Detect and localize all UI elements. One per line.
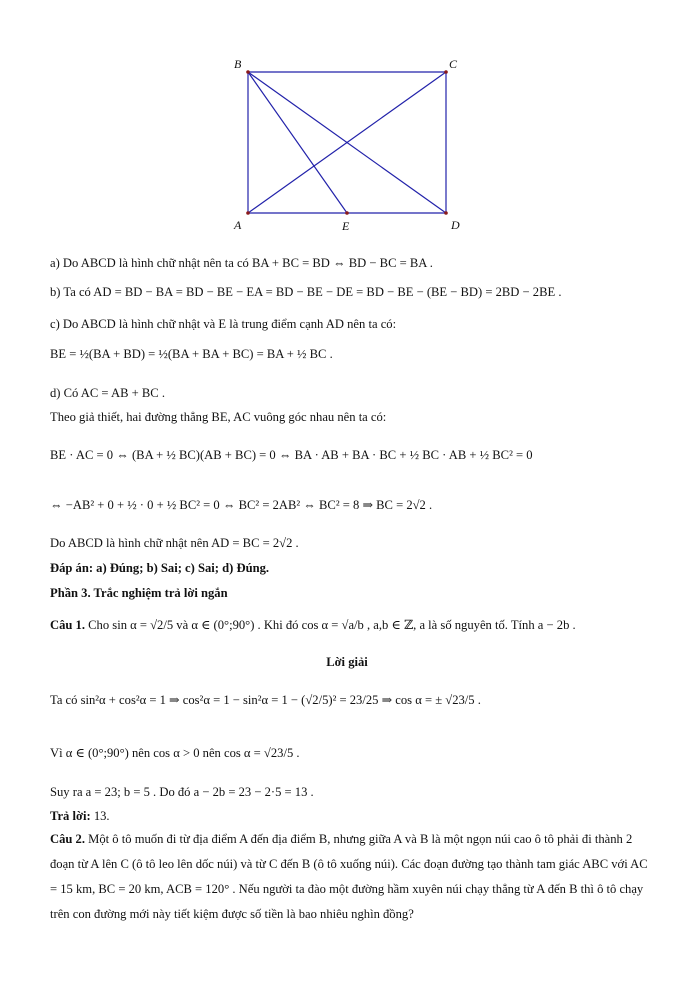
solution-title: Lời giải: [326, 655, 368, 669]
question-1: [50, 617, 576, 633]
question-1-label: Câu 1.: [50, 618, 85, 632]
solution-line-1: Ta có sin²α + cos²α = 1 ⇒ cos²α = 1 − sin²α = 1 − (√2/5)² = 23/25 ⇒ cos α = ± √23/5 .: [50, 693, 481, 707]
answer-1-label: Trả lời:: [50, 809, 91, 823]
theo-text: Theo giả thiết, hai đường thẳng BE, AC vuông góc nhau nên ta có:: [50, 410, 387, 424]
point-C: [444, 70, 448, 74]
item-d-formula-2: ⇔ −AB² + 0 + ½ · 0 + ½ BC² = 0 ⇔ BC² = 2AB² ⇔ BC² = 8 ⇒ BC = 2√2 .: [50, 498, 433, 512]
item-b: b) Ta có AD = BD − BA = BD − BE − EA = BD − BE − DE = BD − BE − (BE − BD) = 2BD − 2BE .: [50, 285, 562, 299]
question-2: [50, 827, 650, 927]
answer-line: Đáp án: a) Đúng; b) Sai; c) Sai; d) Đúng.: [50, 561, 270, 575]
part-3-heading: Phần 3. Trắc nghiệm trả lời ngắn: [50, 586, 228, 600]
label-A: A: [234, 218, 242, 232]
question-2-label: Câu 2.: [50, 832, 85, 846]
point-A: [246, 211, 250, 215]
item-d: d) Có AC = AB + BC .: [50, 386, 165, 400]
rectangle-figure: [215, 52, 475, 237]
question-2-text: Một ô tô muốn đi từ địa điểm A đến địa điểm B, nhưng giữa A và B là một ngọn núi cao ô tô phải đi thành 2 đoạn từ A lên C (ô tô leo lên dốc núi) và từ C đến B (ô tô xuống núi). Các đoạn đường tạo thành tam giác ABC với AC = 15 km, BC = 20 km, ACB = 120° . Nếu người ta đào một đường hầm xuyên núi chạy thẳng từ A đến B thì ô tô chạy trên con đường mới này tiết kiệm được số tiền là bao nhiêu nghìn đồng?: [50, 832, 648, 921]
answer-1: [50, 808, 110, 824]
item-a: a) Do ABCD là hình chữ nhật nên ta có BA + BC = BD ⇔ BD − BC = BA .: [50, 256, 433, 270]
label-C: C: [449, 57, 458, 71]
answer-1-value: 13.: [93, 809, 110, 823]
label-B: B: [234, 57, 242, 71]
item-do: Do ABCD là hình chữ nhật nên AD = BC = 2√2 .: [50, 536, 299, 550]
point-D: [444, 211, 448, 215]
label-D: D: [451, 218, 460, 232]
point-B: [246, 70, 250, 74]
solution-line-2: Vì α ∈ (0°;90°) nên cos α > 0 nên cos α = √23/5 .: [50, 746, 300, 760]
item-c-formula: BE = ½(BA + BD) = ½(BA + BA + BC) = BA + ½ BC .: [50, 347, 333, 361]
question-1-text: Cho sin α = √2/5 và α ∈ (0°;90°) . Khi đó cos α = √a/b , a,b ∈ ℤ, a là số nguyên tố. Tính a − 2b .: [88, 618, 576, 632]
solution-line-3: Suy ra a = 23; b = 5 . Do đó a − 2b = 23 − 2·5 = 13 .: [50, 785, 314, 799]
point-E: [345, 211, 349, 215]
item-c: c) Do ABCD là hình chữ nhật và E là trung điểm cạnh AD nên ta có:: [50, 317, 397, 331]
label-E: E: [342, 219, 350, 233]
item-d-formula-1: BE · AC = 0 ⇔ (BA + ½ BC)(AB + BC) = 0 ⇔ BA · AB + BA · BC + ½ BC · AB + ½ BC² = 0: [50, 448, 533, 462]
segment-BE: [248, 72, 347, 213]
